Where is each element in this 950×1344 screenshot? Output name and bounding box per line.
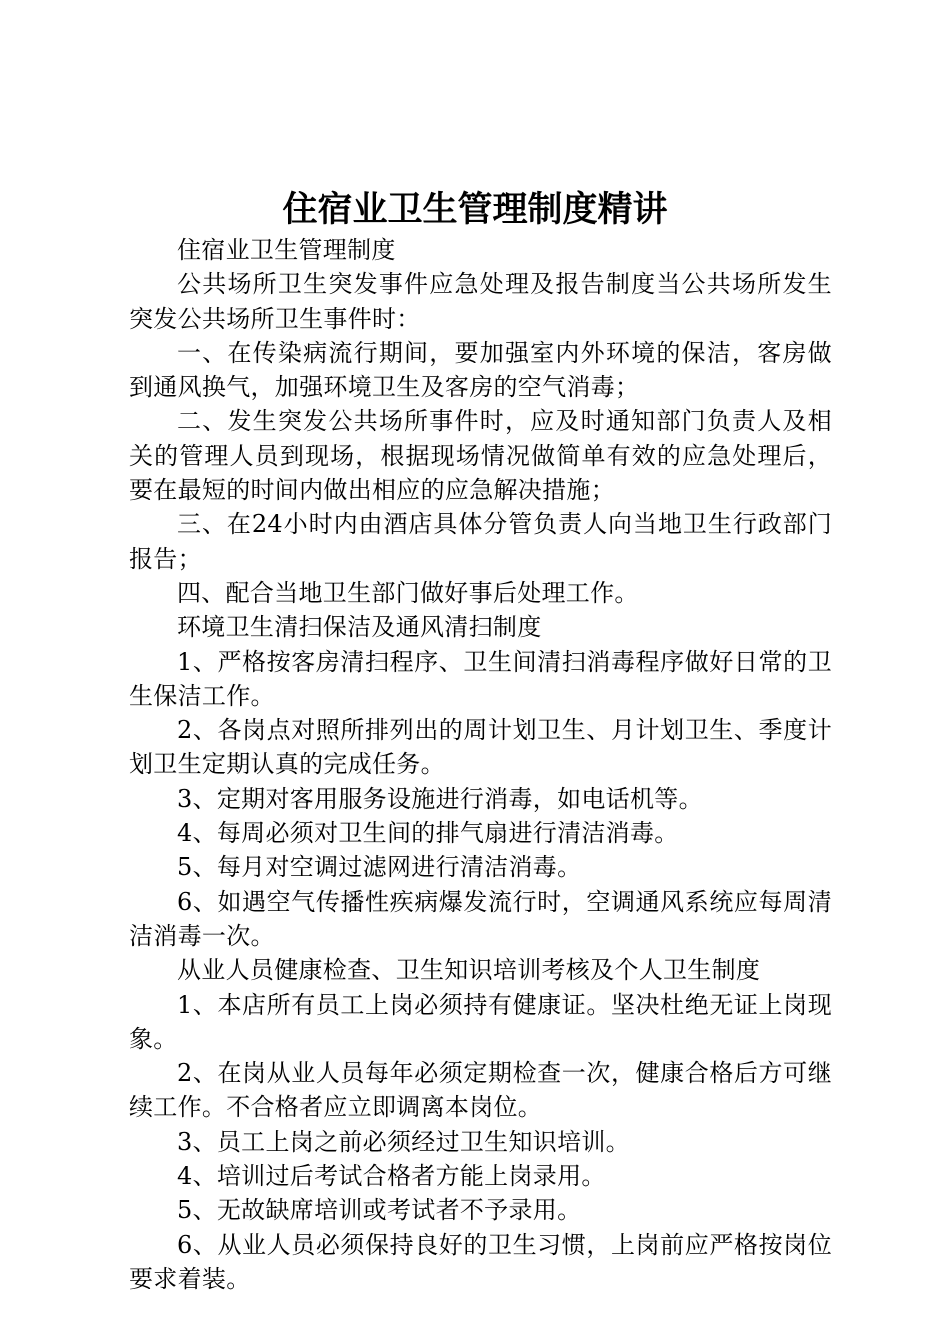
paragraph: 环境卫生清扫保洁及通风清扫制度 (177, 613, 542, 642)
paragraph: 4、每周必须对卫生间的排气扇进行清洁消毒。 (177, 819, 679, 848)
paragraph: 1、本店所有员工上岗必须持有健康证。坚决杜绝无证上岗现象。 (129, 990, 832, 1053)
paragraph: 1、严格按客房清扫程序、卫生间清扫消毒程序做好日常的卫生保洁工作。 (129, 647, 832, 710)
paragraph: 二、发生突发公共场所事件时，应及时通知部门负责人及相关的管理人员到现场，根据现场情况做简单有效的应急处理后，要在最短的时间内做出相应的应急解决措施； (129, 407, 832, 505)
paragraph: 四、配合当地卫生部门做好事后处理工作。 (177, 578, 639, 607)
document-body (129, 233, 832, 1296)
paragraph: 4、培训过后考试合格者方能上岗录用。 (177, 1162, 606, 1191)
paragraph: 住宿业卫生管理制度 (177, 236, 396, 264)
paragraph: 5、无故缺席培训或考试者不予录用。 (177, 1196, 582, 1225)
paragraph: 一、在传染病流行期间，要加强室内外环境的保洁，客房做到通风换气，加强环境卫生及客房的空气消毒； (129, 338, 832, 402)
paragraph: 三、在24小时内由酒店具体分管负责人向当地卫生行政部门报告； (129, 510, 832, 573)
paragraph: 2、在岗从业人员每年必须定期检查一次，健康合格后方可继续工作。不合格者应立即调离本岗位。 (129, 1059, 832, 1122)
paragraph: 6、从业人员必须保持良好的卫生习惯，上岗前应严格按岗位要求着装。 (129, 1230, 832, 1293)
paragraph: 5、每月对空调过滤网进行清洁消毒。 (177, 853, 582, 882)
paragraph: 2、各岗点对照所排列出的周计划卫生、月计划卫生、季度计划卫生定期认真的完成任务。 (129, 716, 832, 779)
document-title: 住宿业卫生管理制度精讲 (282, 190, 668, 230)
paragraph: 公共场所卫生突发事件应急处理及报告制度当公共场所发生突发公共场所卫生事件时： (129, 270, 832, 333)
paragraph: 从业人员健康检查、卫生知识培训考核及个人卫生制度 (177, 956, 761, 985)
paragraph: 3、员工上岗之前必须经过卫生知识培训。 (177, 1127, 630, 1156)
paragraph: 6、如遇空气传播性疾病爆发流行时，空调通风系统应每周清洁消毒一次。 (129, 887, 832, 950)
paragraph: 3、定期对客用服务设施进行消毒，如电话机等。 (177, 784, 703, 813)
